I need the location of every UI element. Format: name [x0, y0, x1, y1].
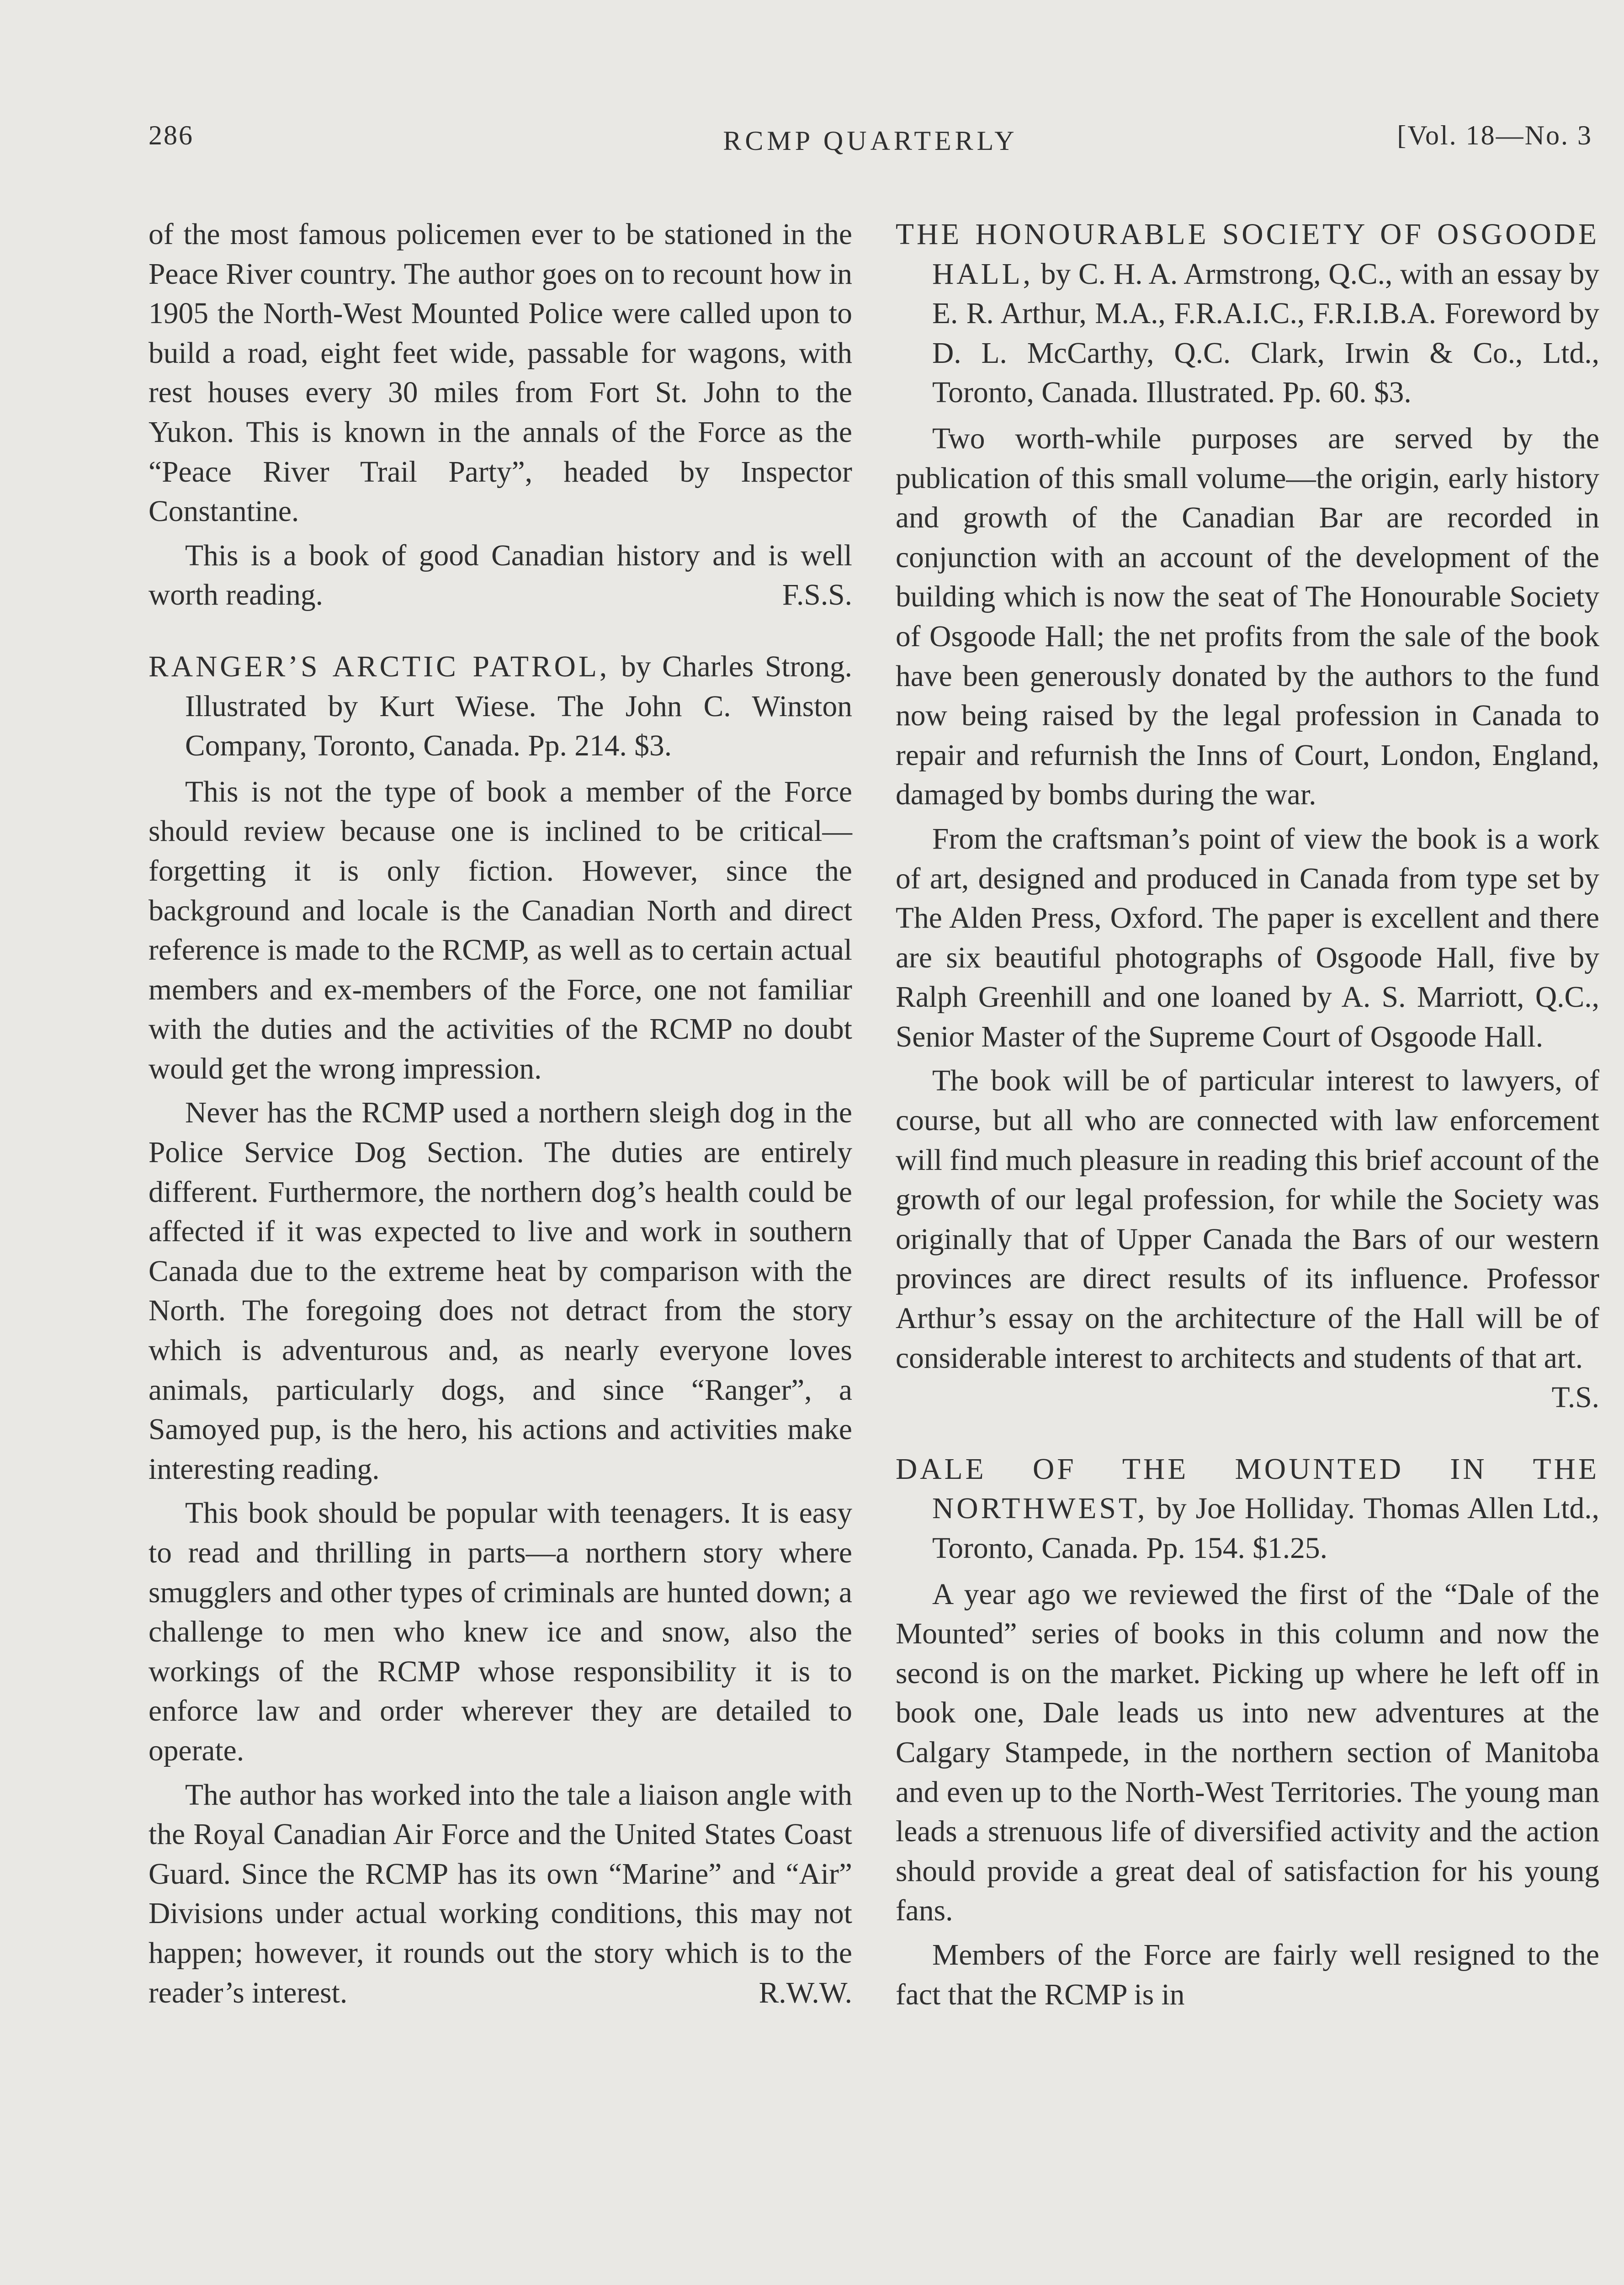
- review-paragraph: This book should be popular with teenagers. It is easy to read and thrilling in parts—a northern story where smugglers and other types of criminals are hunted down; a challenge to men who knew ice and snow, also the workings of the RCMP whose responsibility it is to enforce law and order wherever they are detailed to operate.: [149, 1497, 852, 1767]
- book-byline: by Joe Holliday. Thomas Allen Ltd., Toronto, Canada. Pp. 154. $1.25.: [932, 1492, 1600, 1565]
- review-paragraph: Two worth-while purposes are served by the publication of this small volume—the origin, early history and growth of the Canadian Bar are recorded in conjunction with an account of the development of the building which is now the seat of The Honourable Society of Osgoode Hall; the net profits from the sale of the book have been generously donated by the authors to the fund now being raised by the legal profession in Canada to repair and refurnish the Inns of Court, London, England, damaged by bombs during the war.: [896, 422, 1599, 812]
- review-paragraph: Members of the Force are fairly well resigned to the fact that the RCMP is in: [896, 1938, 1599, 2011]
- book-byline: by C. H. A. Armstrong, Q.C., with an essay by E. R. Arthur, M.A., F.R.A.I.C., F.R.I.B.A. Foreword by D. L. McCarthy, Q.C. Clark, Irwin & Co., Ltd., Toronto, Canada. Illustrated. Pp. 60. $3.: [932, 257, 1600, 409]
- running-header: [149, 120, 1592, 161]
- reviewer-initials: R.W.W.: [759, 1976, 852, 2009]
- paragraph-text: The book will be of particular interest to lawyers, of course, but all who are connected with law enforcement will find much pleasure in reading this brief account of the growth of our legal profession, for while the Society was originally that of Upper Canada the Bars of our western provinces are direct results of its influence. Professor Arthur’s essay on the architecture of the Hall will be of considerable interest to architects and students of that art.: [896, 1064, 1599, 1375]
- review-heading: [896, 215, 1599, 413]
- review-heading: [149, 647, 852, 766]
- review-paragraph: This is not the type of book a member of the Force should review because one is inclined to be critical—forgetting it is only fiction. However, since the background and locale is the Canadian North and direct reference is made to the RCMP, as well as to certain actual members and ex-members of the Force, one not familiar with the duties and the activities of the RCMP no doubt would get the wrong impression.: [149, 775, 852, 1085]
- continued-paragraph: of the most famous policemen ever to be stationed in the Peace River country. The author goes on to recount how in 1905 the North-West Mounted Police were called upon to build a road, eight feet wide, passable for wagons, with rest houses every 30 miles from Fort St. John to the Yukon. This is known in the annals of the Force as the “Peace River Trail Party”, headed by Inspector Constantine.: [149, 218, 852, 528]
- closing-text: This is a book of good Canadian history and is well worth reading.: [149, 539, 852, 612]
- book-title: THE HONOURABLE SOCIETY OF OSGOODE HALL,: [896, 218, 1599, 291]
- book-title: RANGER’S ARCTIC PATROL,: [149, 650, 610, 683]
- reviewer-initials: T.S.: [1551, 1381, 1599, 1414]
- review-heading: [896, 1450, 1599, 1568]
- review-paragraph: From the craftsman’s point of view the book is a work of art, designed and produced in Canada from type set by The Alden Press, Oxford. The paper is excellent and there are six beautiful photographs of Osgoode Hall, five by Ralph Greenhill and one loaned by A. S. Marriott, Q.C., Senior Master of the Supreme Court of Osgoode Hall.: [896, 822, 1599, 1053]
- reviewer-initials: F.S.S.: [782, 579, 852, 612]
- page-number: 286: [149, 120, 194, 150]
- book-byline: by Charles Strong. Illustrated by Kurt Wiese. The John C. Winston Company, Toronto, Canada. Pp. 214. $3.: [185, 650, 853, 763]
- book-title: DALE OF THE MOUNTED IN THE NORTHWEST,: [896, 1452, 1599, 1525]
- review-paragraph: [149, 1775, 852, 2013]
- journal-title: RCMP QUARTERLY: [723, 126, 1018, 156]
- paragraph-text: The author has worked into the tale a liaison angle with the Royal Canadian Air Force and the United States Coast Guard. Since the RCMP has its own “Marine” and “Air” Divisions under actual working conditions, this may not happen; however, it rounds out the story which is to the reader’s interest.: [149, 1778, 852, 2009]
- review-paragraph: Never has the RCMP used a northern sleigh dog in the Police Service Dog Section. The duties are entirely different. Furthermore, the northern dog’s health could be affected if it was expected to live and work in southern Canada due to the extreme heat by comparison with the North. The foregoing does not detract from the story which is adventurous and, as nearly everyone loves animals, particularly dogs, and since “Ranger”, a Samoyed pup, is the hero, his actions and activities make interesting reading.: [149, 1096, 852, 1486]
- review-paragraph: [896, 1061, 1599, 1417]
- review-paragraph: A year ago we reviewed the first of the “Dale of the Mounted” series of books in this column and now the second is on the market. Picking up where he left off in book one, Dale leads us into new adventures at the Calgary Stampede, in the northern section of Manitoba and even up to the North-West Territories. The young man leads a strenuous life of diversified activity and the action should provide a great deal of satisfaction for his young fans.: [896, 1578, 1599, 1928]
- left-column: [149, 215, 852, 2017]
- review-closing-paragraph: [149, 536, 852, 615]
- right-column: [896, 215, 1599, 2019]
- issue-label: [Vol. 18—No. 3: [1397, 120, 1592, 150]
